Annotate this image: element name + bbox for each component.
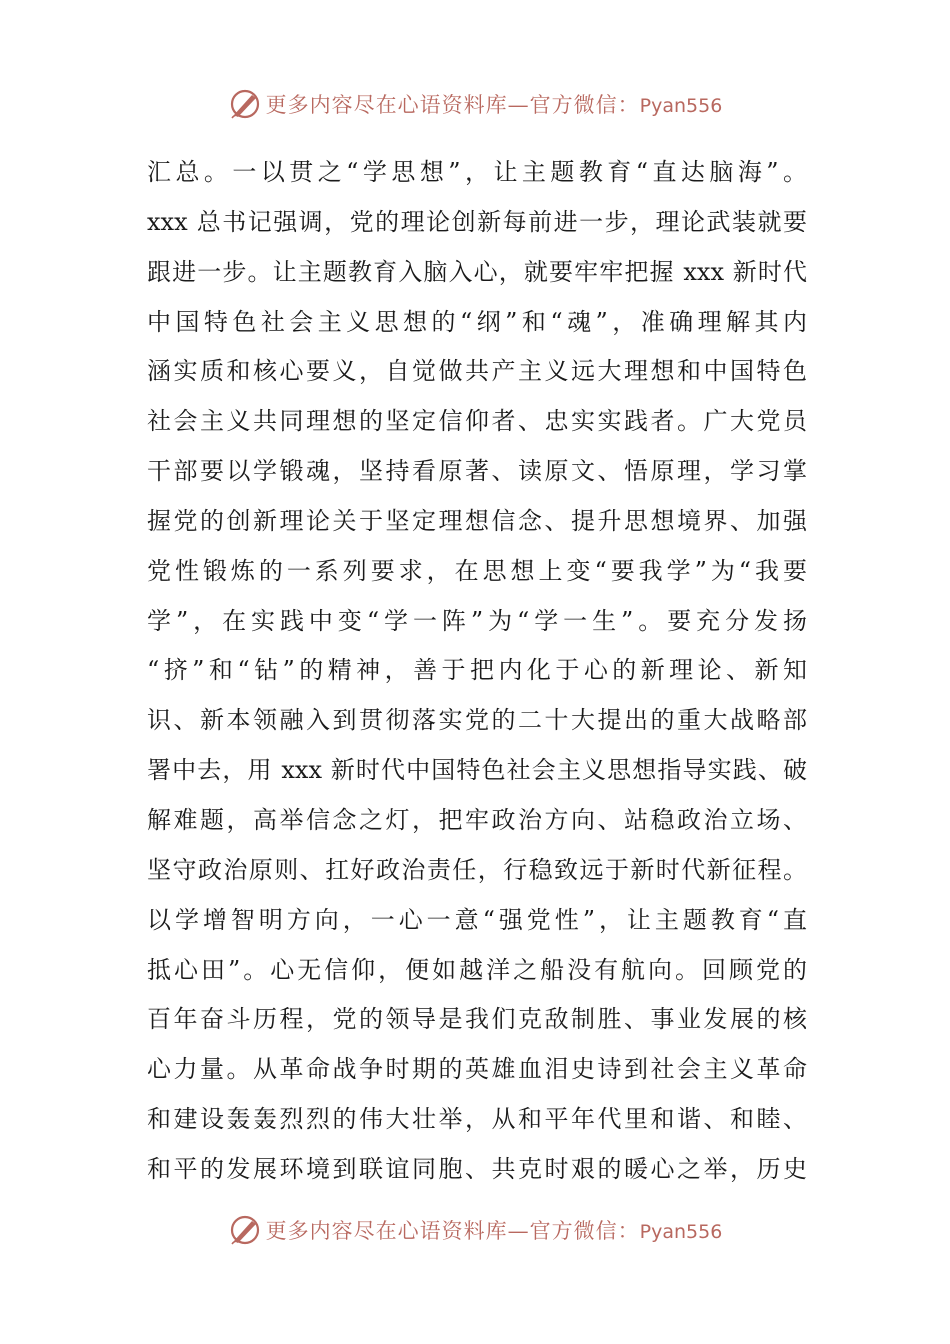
body-line: 和平的发展环境到联谊同胞、共克时艰的暖心之举，历史 bbox=[147, 1154, 807, 1183]
body-line: 干部要以学锻魂，坚持看原著、读原文、悟原理，学习掌 bbox=[147, 457, 807, 486]
document-body bbox=[147, 148, 807, 1195]
banner-text: 更多内容尽在心语资料库—官方微信：Pyan556 bbox=[265, 1219, 723, 1243]
body-line: 学”，在实践中变“学一阵”为“学一生”。要充分发扬 bbox=[147, 606, 807, 635]
footer-banner bbox=[0, 1210, 950, 1250]
body-line: 跟进一步。让主题教育入脑入心，就要牢牢把握 xxx 新时代 bbox=[147, 257, 807, 286]
body-line: 心力量。从革命战争时期的英雄血泪史诗到社会主义革命 bbox=[147, 1055, 807, 1084]
body-line: xxx 总书记强调，党的理论创新每前进一步，理论武装就要 bbox=[147, 207, 807, 236]
body-line: 涵实质和核心要义，自觉做共产主义远大理想和中国特色 bbox=[147, 357, 807, 386]
body-line: 识、新本领融入到贯彻落实党的二十大提出的重大战略部 bbox=[147, 706, 807, 735]
body-line: “挤”和“钻”的精神，善于把内化于心的新理论、新知 bbox=[147, 656, 807, 685]
body-line: 百年奋斗历程，党的领导是我们克敌制胜、事业发展的核 bbox=[147, 1005, 807, 1034]
body-line: 署中去，用 xxx 新时代中国特色社会主义思想指导实践、破 bbox=[147, 756, 807, 785]
pen-logo-icon bbox=[228, 87, 262, 121]
body-line: 社会主义共同理想的坚定信仰者、忠实实践者。广大党员 bbox=[147, 407, 807, 436]
body-line: 中国特色社会主义思想的“纲”和“魂”，准确理解其内 bbox=[147, 307, 807, 336]
header-banner bbox=[0, 84, 950, 124]
body-line: 和建设轰轰烈烈的伟大壮举，从和平年代里和谐、和睦、 bbox=[147, 1105, 807, 1134]
body-line: 抵心田”。心无信仰，便如越洋之船没有航向。回顾党的 bbox=[147, 955, 807, 984]
body-line: 汇总。一以贯之“学思想”，让主题教育“直达脑海”。 bbox=[147, 158, 807, 186]
body-line: 握党的创新理论关于坚定理想信念、提升思想境界、加强 bbox=[147, 506, 807, 535]
body-line: 党性锻炼的一系列要求，在思想上变“要我学”为“我要 bbox=[147, 556, 807, 585]
body-line: 解难题，高举信念之灯，把牢政治方向、站稳政治立场、 bbox=[147, 805, 807, 834]
body-line: 以学增智明方向，一心一意“强党性”，让主题教育“直 bbox=[147, 905, 807, 934]
banner-text: 更多内容尽在心语资料库—官方微信：Pyan556 bbox=[265, 93, 723, 117]
body-line: 坚守政治原则、扛好政治责任，行稳致远于新时代新征程。 bbox=[147, 855, 807, 884]
pen-logo-icon bbox=[228, 1213, 262, 1247]
